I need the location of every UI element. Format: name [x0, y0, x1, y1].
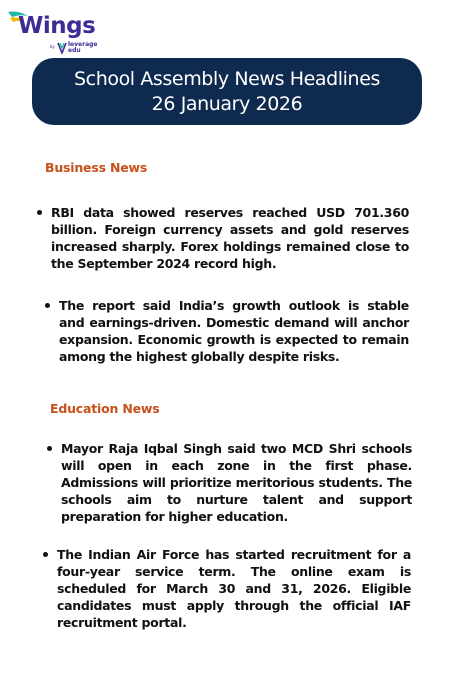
news-item-text: Mayor Raja Iqbal Singh said two MCD Shri schools will open in each zone in the first phase. Admissions will prioritize meritorious students. The schools aim to nurture talent and support preparation for higher education. — [61, 441, 412, 524]
wings-logo — [6, 8, 106, 58]
news-item-text: RBI data showed reserves reached USD 701.360 billion. Foreign currency assets and gold reserves increased sharply. Forex holdings remained close to the September 2024 record high. — [51, 205, 409, 271]
bullet-dot-icon — [47, 446, 52, 451]
news-item-text: The Indian Air Force has started recruitment for a four-year service term. The online exam is scheduled for March 30 and 31, 2026. Eligible candidates must apply through the official IAF recruitment portal. — [57, 547, 411, 630]
bullet-dot-icon — [43, 552, 48, 557]
logo-by-text: by — [50, 44, 55, 49]
bullet-dot-icon — [37, 210, 42, 215]
news-item — [43, 546, 411, 631]
logo-tagline-line1: leverage — [68, 41, 98, 48]
news-item-text: The report said India’s growth outlook is stable and earnings-driven. Domestic demand will anchor expansion. Economic growth is expected to remain among the highest globally despite risks. — [59, 298, 409, 364]
logo-tagline — [68, 42, 97, 54]
headline-banner — [32, 58, 422, 125]
logo-wordmark: Wings — [18, 13, 96, 39]
section-title-education: Education News — [50, 401, 160, 416]
leverage-edu-icon — [57, 42, 67, 54]
news-item — [45, 297, 409, 365]
news-item — [47, 440, 412, 525]
banner-date: 26 January 2026 — [151, 92, 303, 115]
logo-tagline-line2: edu — [68, 47, 81, 54]
bullet-dot-icon — [45, 303, 50, 308]
banner-title: School Assembly News Headlines — [74, 67, 380, 90]
section-title-business: Business News — [45, 160, 148, 175]
news-item — [37, 204, 409, 272]
